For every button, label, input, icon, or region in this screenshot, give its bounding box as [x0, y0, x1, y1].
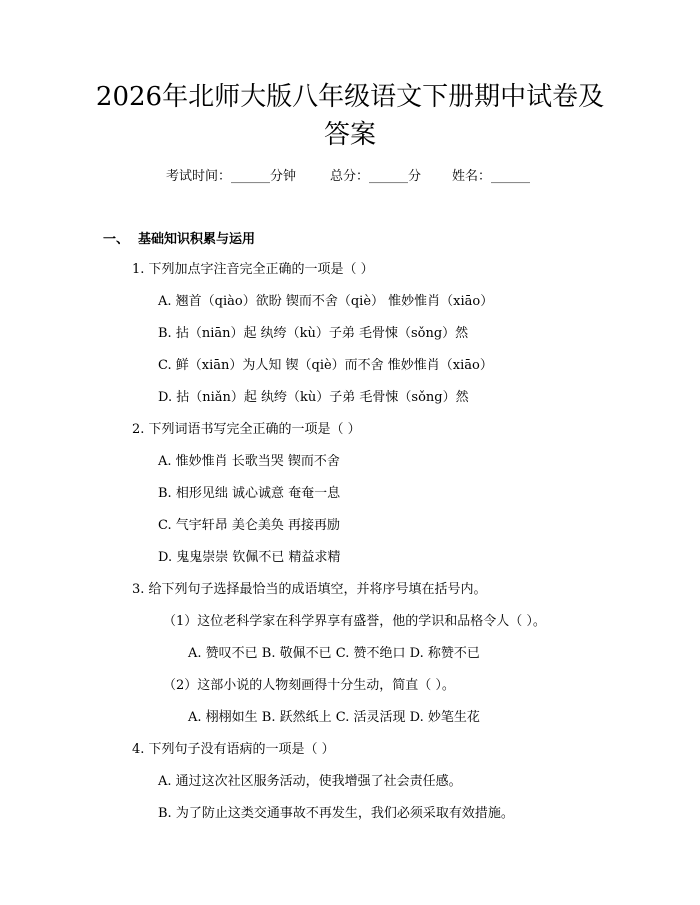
page-title-continued: 答案 — [323, 120, 376, 150]
question-1-option-c: C. 鲜（xiān）为人知 锲（qiè）而不舍 惟妙惟肖（xiāo） — [158, 358, 493, 373]
question-3-sub-2-options: A. 栩栩如生 B. 跃然纸上 C. 活灵活现 D. 妙笔生花 — [188, 710, 480, 725]
question-2-option-d: D. 鬼鬼崇崇 钦佩不已 精益求精 — [158, 550, 341, 565]
question-4-stem: 4. 下列句子没有语病的一项是（ ） — [132, 742, 335, 757]
question-1-option-a: A. 翘首（qiào）欲盼 锲而不舍（qiè） 惟妙惟肖（xiāo） — [158, 294, 494, 309]
question-2-option-c: C. 气宇轩昂 美仑美奂 再接再励 — [158, 518, 341, 533]
question-3-stem: 3. 给下列句子选择最恰当的成语填空，并将序号填在括号内。 — [132, 582, 487, 597]
student-name: 姓名：______ — [452, 169, 531, 184]
page-title: 2026年北师大版八年级语文下册期中试卷及 — [95, 82, 605, 112]
question-4-option-b: B. 为了防止这类交通事故不再发生，我们必须采取有效措施。 — [158, 806, 514, 821]
question-1-option-d: D. 拈（niǎn）起 纨绔（kù）子弟 毛骨悚（sǒng）然 — [158, 390, 469, 405]
exam-time: 考试时间：______分钟 — [166, 169, 297, 184]
question-1-option-b: B. 拈（niān）起 纨绔（kù）子弟 毛骨悚（sǒng）然 — [158, 326, 469, 341]
question-3-sub-1: （1）这位老科学家在科学界享有盛誉，他的学识和品格令人（ ）。 — [163, 614, 546, 629]
question-2-stem: 2. 下列词语书写完全正确的一项是（ ） — [132, 422, 361, 437]
question-4-option-a: A. 通过这次社区服务活动，使我增强了社会责任感。 — [158, 774, 462, 789]
section-number: 一、 — [103, 232, 130, 247]
question-2-option-a: A. 惟妙惟肖 长歌当哭 锲而不舍 — [158, 454, 340, 469]
question-3-sub-2: （2）这部小说的人物刻画得十分生动，简直（ ）。 — [163, 678, 455, 693]
question-2-option-b: B. 相形见绌 诚心诚意 奄奄一息 — [158, 486, 341, 501]
section-title: 基础知识积累与运用 — [138, 232, 256, 247]
question-1-stem: 1. 下列加点字注音完全正确的一项是（ ） — [132, 262, 374, 277]
exam-score: 总分：______分 — [330, 169, 422, 184]
question-3-sub-1-options: A. 赞叹不已 B. 敬佩不已 C. 赞不绝口 D. 称赞不已 — [188, 646, 480, 661]
